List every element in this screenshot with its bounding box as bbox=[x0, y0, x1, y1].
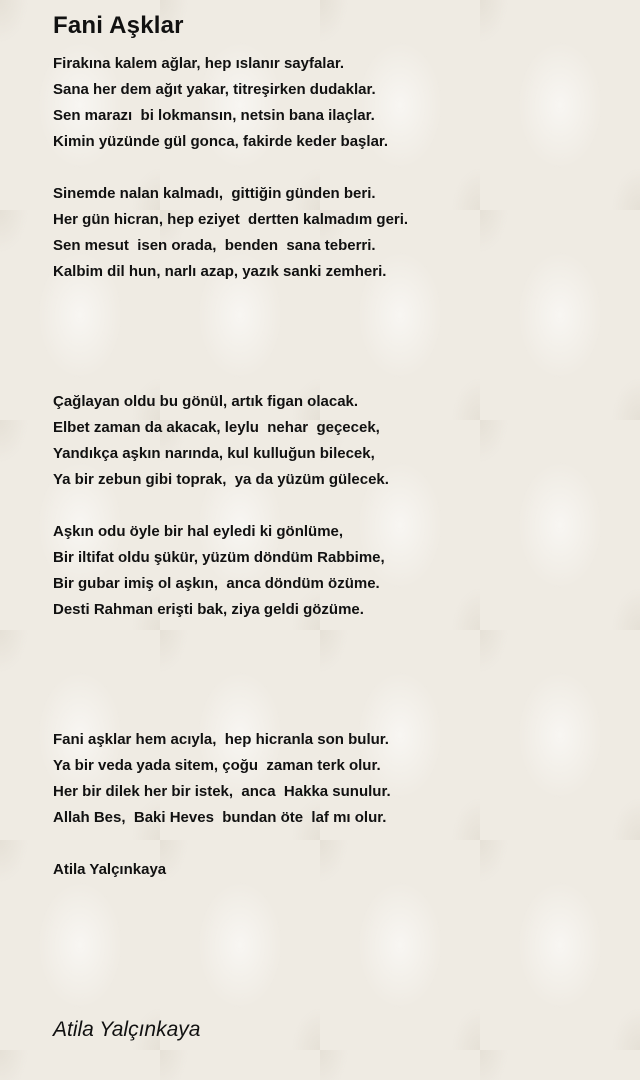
poem-line: Ya bir veda yada sitem, çoğu zaman terk olur. bbox=[53, 757, 381, 774]
poem-line: Kimin yüzünde gül gonca, fakirde keder başlar. bbox=[53, 133, 389, 150]
poem-line: Sinemde nalan kalmadı, gittiğin günden beri. bbox=[53, 185, 376, 202]
poem-line: Bir gubar imiş ol aşkın, anca döndüm özüme. bbox=[53, 575, 380, 592]
poem-title: Fani Aşklar bbox=[53, 12, 184, 39]
poem-line: Her bir dilek her bir istek, anca Hakka sunulur. bbox=[53, 783, 391, 800]
poem-line: Fani aşklar hem acıyla, hep hicranla son bulur. bbox=[53, 731, 389, 748]
poem-line: Çağlayan oldu bu gönül, artık figan olacak. bbox=[53, 393, 359, 410]
stanza-gap bbox=[53, 623, 613, 727]
poem-line: Allah Bes, Baki Heves bundan öte laf mı olur. bbox=[53, 809, 387, 826]
poem-line: Her gün hicran, hep eziyet dertten kalmadım geri. bbox=[53, 211, 409, 228]
stanza bbox=[53, 51, 613, 155]
poem-line: Sen marazı bi lokmansın, netsin bana ilaçlar. bbox=[53, 107, 375, 124]
stanza-gap bbox=[53, 285, 613, 389]
poem-line: Bir iltifat oldu şükür, yüzüm döndüm Rabbime, bbox=[53, 549, 385, 566]
poem-line: Firakına kalem ağlar, hep ıslanır sayfalar. bbox=[53, 55, 344, 72]
stanza-gap bbox=[53, 493, 613, 519]
stanza bbox=[53, 519, 613, 623]
poem-line: Elbet zaman da akacak, leylu nehar geçecek, bbox=[53, 419, 380, 436]
stanza-gap bbox=[53, 155, 613, 181]
poem-line: Kalbim dil hun, narlı azap, yazık sanki zemheri. bbox=[53, 263, 387, 280]
stanza bbox=[53, 181, 613, 285]
poem-author: Atila Yalçınkaya bbox=[53, 861, 167, 878]
stanza bbox=[53, 727, 613, 831]
poem-body bbox=[53, 51, 613, 883]
author-signature: Atila Yalçınkaya bbox=[53, 1018, 201, 1041]
stanza-gap bbox=[53, 831, 613, 857]
stanza bbox=[53, 389, 613, 493]
poem-line: Desti Rahman erişti bak, ziya geldi gözüme. bbox=[53, 601, 364, 618]
poem-line: Aşkın odu öyle bir hal eyledi ki gönlüme, bbox=[53, 523, 344, 540]
poem-line: Sana her dem ağıt yakar, titreşirken dudaklar. bbox=[53, 81, 376, 98]
poem-line: Yandıkça aşkın narında, kul kulluğun bilecek, bbox=[53, 445, 375, 462]
poem-line: Ya bir zebun gibi toprak, ya da yüzüm gülecek. bbox=[53, 471, 389, 488]
poem-line: Sen mesut isen orada, benden sana teberri. bbox=[53, 237, 376, 254]
